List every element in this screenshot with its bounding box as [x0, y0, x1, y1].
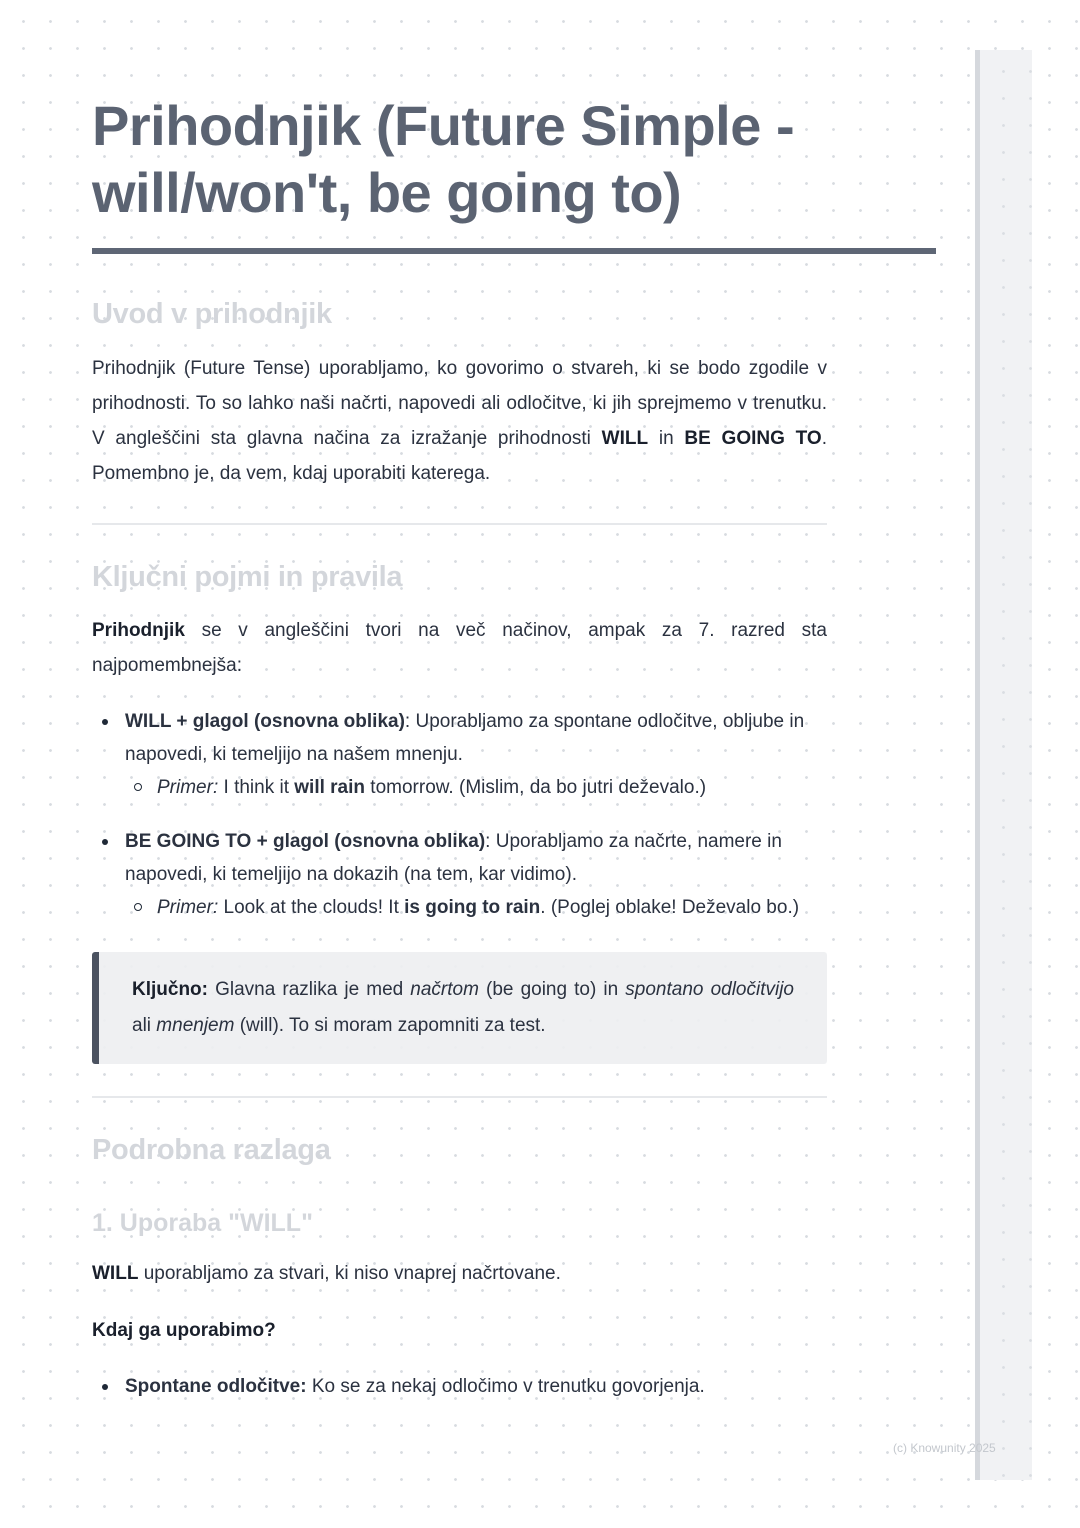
example-label: Primer: [157, 777, 219, 798]
document-content [92, 92, 827, 1403]
spontaneous-text: Ko se za nekaj odločimo v trenutku govorjenja. [306, 1376, 705, 1397]
callout-text-a: Glavna razlika je med [208, 979, 411, 1000]
will-usage-text: uporabljamo za stvari, ki niso vnaprej načrtovane. [138, 1263, 561, 1284]
callout-italic-a: načrtom [410, 979, 479, 1000]
intro-going-to: BE GOING TO [684, 428, 822, 449]
divider [92, 523, 827, 525]
example-bold: will rain [294, 777, 366, 798]
intro-text-b: in [648, 428, 685, 449]
rules-intro-paragraph [92, 613, 827, 683]
rule-going-text: : Uporabljamo za načrte, namere in napovedi, ki temeljijo na dokazih (na tem, kar vidimo). [125, 831, 782, 885]
example-text-a: I think it [218, 777, 295, 798]
callout-italic-b: spontano odločitvijo [625, 979, 794, 1000]
heading-rules: Ključni pojmi in pravila [92, 561, 403, 593]
rules-list [92, 705, 827, 924]
example-text-b: tomorrow. (Mislim, da bo jutri deževalo.) [365, 777, 707, 798]
sub-list [125, 771, 827, 804]
page-title-line-2: will/won't, be going to) [92, 161, 682, 224]
divider [92, 1096, 827, 1098]
rule-will-bold: WILL + glagol (osnovna oblika) [125, 711, 405, 732]
callout-text-d: (will). To si moram zapomniti za test. [234, 1015, 546, 1036]
example-will [125, 771, 827, 804]
sub-list [125, 891, 827, 924]
example-label: Primer: [157, 897, 219, 918]
will-usage-line [92, 1256, 827, 1291]
title-underline [92, 248, 936, 254]
example-text-b: . (Poglej oblake! Deževalo bo.) [540, 897, 800, 918]
callout-italic-c: mnenjem [156, 1015, 235, 1036]
question-line [92, 1313, 827, 1348]
intro-text-c: . Pomembno je, da vem, kdaj uporabiti katerega. [92, 428, 827, 484]
example-text-a: Look at the clouds! It [218, 897, 405, 918]
usage-list [92, 1370, 827, 1403]
page-title-line-1: Prihodnjik (Future Simple - [92, 94, 795, 157]
intro-will: WILL [601, 428, 649, 449]
callout-text-c: ali [132, 1015, 157, 1036]
key-callout [92, 952, 827, 1064]
rules-intro-text: se v angleščini tvori na več načinov, ampak za 7. razred sta najpomembnejša: [92, 620, 827, 676]
example-bold: is going to rain [404, 897, 541, 918]
example-going-to [125, 891, 827, 924]
page-title [92, 92, 937, 226]
callout-label: Ključno: [132, 979, 208, 1000]
heading-intro: Uvod v prihodnjik [92, 298, 332, 330]
footer-copyright: (c) Knowunity 2025 [893, 1441, 996, 1455]
right-margin-strip [975, 50, 1032, 1480]
subheading-will: 1. Uporaba "WILL" [92, 1209, 313, 1237]
will-usage-bold: WILL [92, 1263, 139, 1284]
list-item-spontaneous [92, 1370, 827, 1403]
callout-text [132, 972, 794, 1044]
rule-will-text: : Uporabljamo za spontane odločitve, obljube in napovedi, ki temeljijo na našem mnenju. [125, 711, 805, 765]
callout-text-b: (be going to) in [478, 979, 626, 1000]
intro-paragraph [92, 351, 827, 491]
spontaneous-bold: Spontane odločitve: [125, 1376, 307, 1397]
question-bold: Kdaj ga uporabimo? [92, 1320, 276, 1341]
heading-detail: Podrobna razlaga [92, 1134, 331, 1166]
list-item-will [92, 705, 827, 804]
rule-going-bold: BE GOING TO + glagol (osnovna oblika) [125, 831, 486, 852]
list-item-going-to [92, 825, 827, 924]
intro-text-a: Prihodnjik (Future Tense) uporabljamo, ko govorimo o stvareh, ki se bodo zgodile v prihodnosti. To so lahko naši načrti, napovedi ali odločitve, ki jih sprejmemo v trenutku. V angleščini sta glavna načina za izražanje prihodnosti [92, 358, 827, 449]
rules-intro-bold: Prihodnjik [92, 620, 185, 641]
